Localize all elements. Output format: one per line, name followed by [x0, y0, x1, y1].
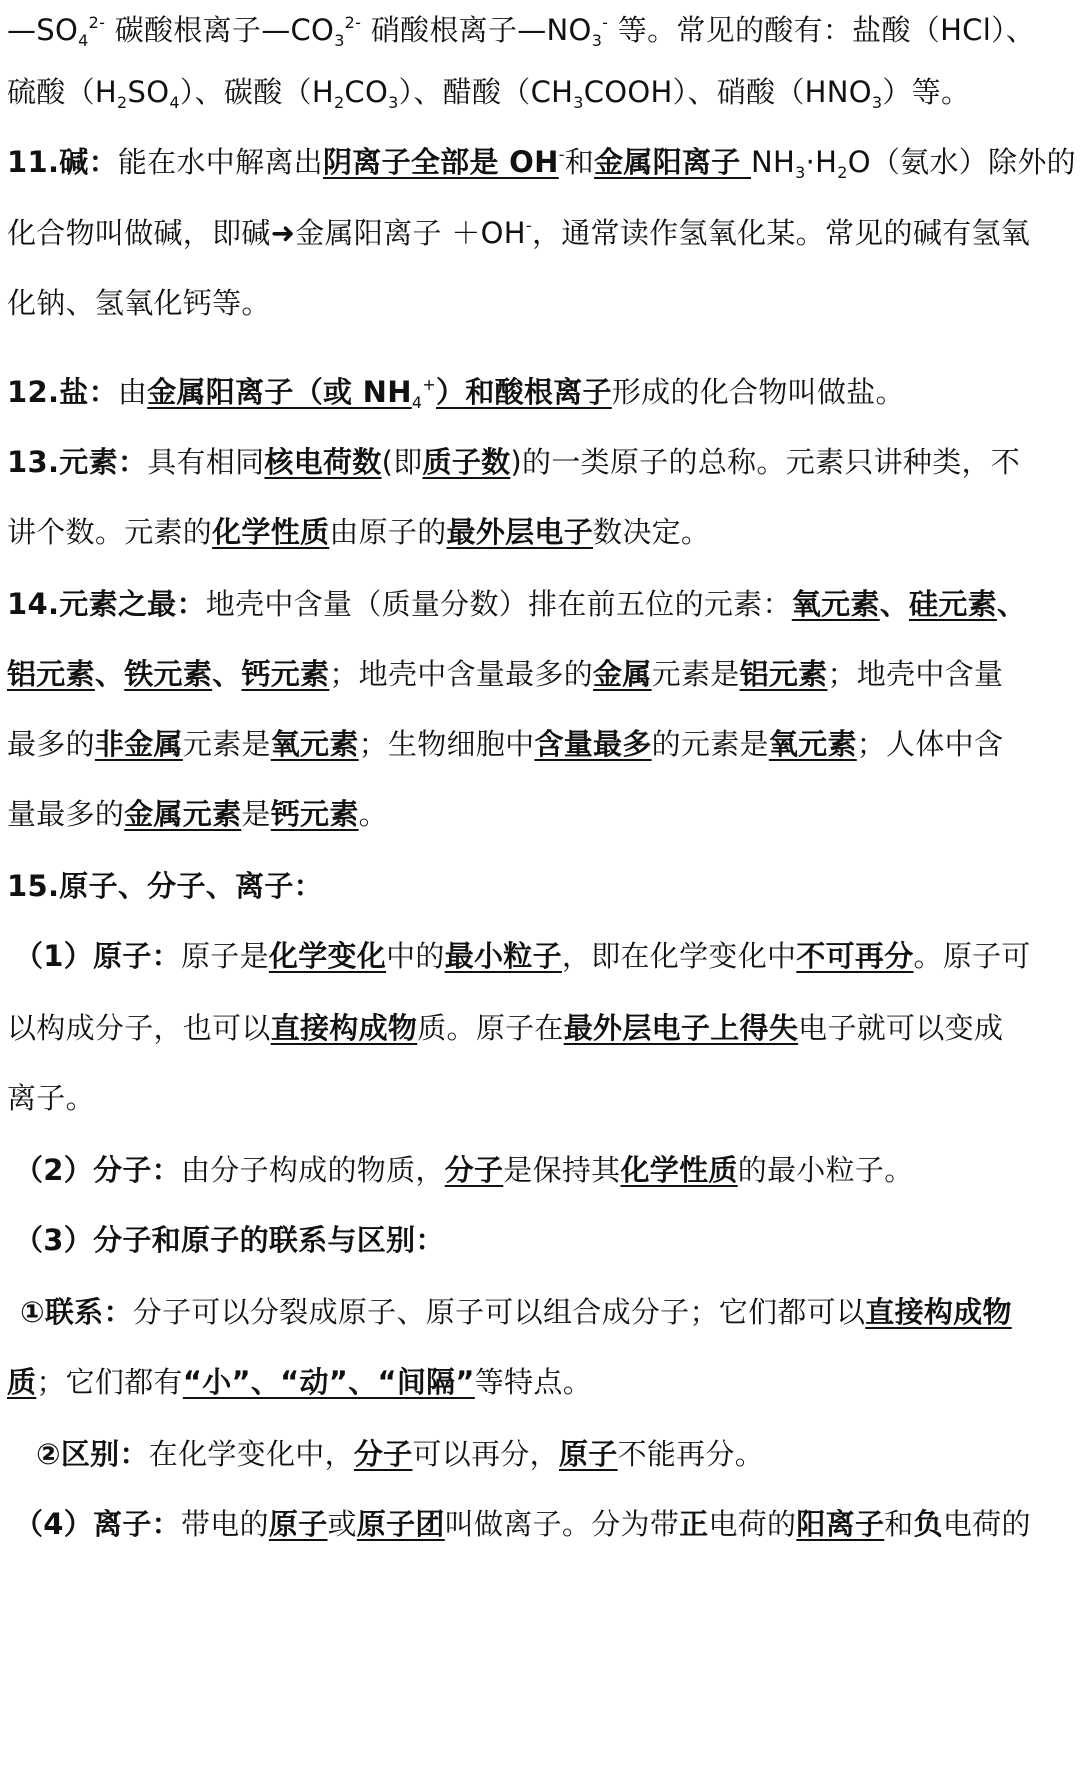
- text-run: 中的: [386, 939, 445, 973]
- text-run: 钙元素: [270, 797, 359, 831]
- text-run: 分子: [353, 1437, 413, 1471]
- text-run: 等。常见的酸有：盐酸（HCl）、: [608, 13, 1036, 47]
- line-element-records-1: [7, 574, 1073, 634]
- text-run: 金属元素: [124, 797, 242, 831]
- text-run: 的最小粒子。: [737, 1153, 914, 1187]
- text-run: 核电荷数: [264, 445, 382, 479]
- text-run: 金属: [593, 657, 652, 691]
- text-run: 3: [573, 93, 584, 112]
- text-run: 3: [334, 31, 345, 50]
- text-run: 最小粒子: [444, 939, 562, 973]
- text-run: 14.元素之最：: [7, 587, 206, 621]
- text-run: 2-: [88, 13, 106, 32]
- text-run: 2: [333, 93, 345, 112]
- text-run: ，通常读作氢氧化某。常见的碱有氢氧: [531, 216, 1031, 250]
- text-run: 含量最多: [534, 727, 652, 761]
- text-run: 。原子可: [913, 939, 1031, 973]
- line-element-properties: [7, 502, 1073, 562]
- text-run: 讲个数。元素的: [7, 515, 213, 549]
- text-run: ；人体中含: [856, 727, 1004, 761]
- text-run: 硅元素: [909, 587, 997, 621]
- text-run: ）和酸根离子: [436, 375, 612, 409]
- text-run: 3: [795, 163, 806, 182]
- text-run: 3: [871, 93, 883, 112]
- line-element-records-3: [7, 714, 1073, 774]
- text-run: ，即在化学变化中: [561, 939, 797, 973]
- text-run: 带电的: [180, 1507, 269, 1541]
- text-run: 电子就可以变成: [798, 1011, 1004, 1045]
- line-relation-2: [7, 1352, 1073, 1412]
- line-base-definition: [7, 132, 1076, 192]
- text-run: O（氨水）除外的: [847, 145, 1076, 179]
- text-run: （2）分子：: [14, 1153, 181, 1187]
- text-run: 由: [117, 375, 148, 409]
- text-run: 元素是: [651, 657, 740, 691]
- text-run: 氧元素: [768, 727, 857, 761]
- text-run: 离子。: [7, 1081, 95, 1115]
- line-relation-1: [20, 1282, 1080, 1342]
- text-run: 原子是: [180, 939, 269, 973]
- line-relation-heading: [14, 1210, 1080, 1270]
- text-run: 地壳中含量（质量分数）排在前五位的元素：: [205, 587, 792, 621]
- text-run: 铝元素: [7, 657, 95, 691]
- text-run: 负: [913, 1507, 943, 1541]
- text-run: 3: [591, 31, 603, 50]
- text-run: -: [525, 216, 532, 235]
- text-run: 、: [94, 657, 125, 691]
- text-run: -: [558, 145, 565, 164]
- text-run: 铁元素: [124, 657, 213, 691]
- text-run: 具有相同: [147, 445, 265, 479]
- text-run: 分子可以分裂成原子、原子可以组合成分子；它们都可以: [132, 1295, 866, 1329]
- text-run: 2-: [344, 13, 362, 32]
- text-run: 能在水中解离出: [117, 145, 323, 179]
- text-run: 原子: [268, 1507, 328, 1541]
- line-element-records-2: [7, 644, 1073, 704]
- text-run: 、: [212, 657, 242, 691]
- text-run: （3）分子和原子的联系与区别：: [14, 1223, 445, 1257]
- text-run: (即: [381, 445, 423, 479]
- text-run: （1）原子：: [14, 939, 181, 973]
- line-element-records-4: [7, 784, 1073, 844]
- text-run: ）、醋酸（CH: [398, 75, 574, 109]
- text-run: 直接构成物: [270, 1011, 418, 1045]
- text-run: 2: [117, 93, 128, 112]
- text-run: —SO: [7, 13, 79, 47]
- text-run: 硝酸根离子—NO: [361, 13, 592, 47]
- text-run: 原子: [559, 1437, 618, 1471]
- text-run: 质子数: [422, 445, 511, 479]
- text-run: 钙元素: [241, 657, 330, 691]
- text-run: 。: [358, 797, 388, 831]
- text-run: 12.盐：: [7, 375, 118, 409]
- text-run: 分子: [444, 1153, 504, 1187]
- text-run: 氧元素: [270, 727, 359, 761]
- text-run: 、: [996, 587, 1027, 621]
- text-run: ；生物细胞中: [358, 727, 535, 761]
- text-run: 化学性质: [620, 1153, 738, 1187]
- text-run: )的一类原子的总称。元素只讲种类，不: [510, 445, 1021, 479]
- text-run: 等特点。: [474, 1365, 592, 1399]
- text-run: 硫酸（H: [7, 75, 118, 109]
- line-base-formula: [7, 203, 1073, 263]
- text-run: NH: [751, 145, 796, 179]
- text-run: ·H: [805, 145, 838, 179]
- text-run: CO: [344, 75, 389, 109]
- text-run: 化合物叫做碱，即碱➜金属阳离子 ＋OH: [7, 216, 526, 250]
- text-run: 质: [7, 1365, 37, 1399]
- text-run: 非金属: [94, 727, 183, 761]
- text-run: 2: [837, 163, 848, 182]
- text-run: （4）离子：: [14, 1507, 181, 1541]
- text-run: ②区别：: [36, 1437, 149, 1471]
- text-run: 以构成分子，也可以: [7, 1011, 271, 1045]
- line-common-bases: [7, 273, 1073, 333]
- text-run: 阳离子: [796, 1507, 885, 1541]
- text-run: 质。原子在: [417, 1011, 564, 1045]
- text-run: 正: [679, 1507, 709, 1541]
- text-run: 铝元素: [739, 657, 828, 691]
- text-run: 原子团: [356, 1507, 445, 1541]
- line-atom-1: [14, 926, 1080, 986]
- text-run: 由原子的: [329, 515, 447, 549]
- text-run: 数决定。: [593, 515, 711, 549]
- line-ion: [14, 1494, 1080, 1554]
- line-common-acids: [7, 62, 1073, 122]
- text-run: 叫做离子。分为带: [444, 1507, 680, 1541]
- line-section-15-heading: [7, 856, 1073, 916]
- text-run: SO: [127, 75, 170, 109]
- text-run: 或: [327, 1507, 357, 1541]
- text-run: 由分子构成的物质，: [180, 1153, 445, 1187]
- text-run: 和: [884, 1507, 914, 1541]
- text-run: 是保持其: [503, 1153, 621, 1187]
- text-run: 最外层电子上得失: [563, 1011, 799, 1045]
- text-run: 3: [388, 93, 399, 112]
- text-run: 4: [411, 393, 423, 412]
- text-run: 金属阳离子: [594, 145, 752, 179]
- text-run: 最多的: [7, 727, 95, 761]
- text-run: 4: [78, 31, 89, 50]
- text-run: 不可再分: [796, 939, 914, 973]
- text-run: ）等。: [882, 75, 971, 109]
- text-run: 和: [564, 145, 595, 179]
- text-run: 13.元素：: [7, 445, 148, 479]
- line-difference: [36, 1424, 1080, 1484]
- text-run: 电荷的: [708, 1507, 797, 1541]
- text-run: COOH）、硝酸（HNO: [583, 75, 872, 109]
- text-run: “小”、“动”、“间隔”: [182, 1365, 475, 1399]
- text-run: 化钠、氢氧化钙等。: [7, 286, 271, 320]
- line-atom-2: [7, 998, 1073, 1058]
- text-run: ；它们都有: [36, 1365, 183, 1399]
- text-run: 11.碱：: [7, 145, 118, 179]
- line-element-definition: [7, 432, 1073, 492]
- text-run: 4: [169, 93, 180, 112]
- text-run: 的元素是: [651, 727, 769, 761]
- text-run: 、: [879, 587, 910, 621]
- text-run: 是: [241, 797, 271, 831]
- text-run: +: [422, 375, 437, 394]
- text-run: 在化学变化中，: [148, 1437, 354, 1471]
- text-run: 量最多的: [7, 797, 125, 831]
- text-run: 阴离子全部是 OH: [322, 145, 559, 179]
- text-run: 化学性质: [212, 515, 330, 549]
- text-run: 最外层电子: [446, 515, 594, 549]
- text-run: 直接构成物: [865, 1295, 1012, 1329]
- text-run: 15.原子、分子、离子：: [7, 869, 323, 903]
- text-run: 元素是: [182, 727, 271, 761]
- text-run: ①联系：: [20, 1295, 133, 1329]
- text-run: 电荷的: [942, 1507, 1031, 1541]
- text-run: 氧元素: [791, 587, 880, 621]
- text-run: -: [602, 13, 609, 32]
- text-run: ）、碳酸（H: [179, 75, 334, 109]
- text-run: 化学变化: [268, 939, 387, 973]
- text-run: 形成的化合物叫做盐。: [611, 375, 905, 409]
- text-run: 不能再分。: [617, 1437, 765, 1471]
- line-acid-radicals: [7, 0, 1073, 60]
- text-run: 可以再分，: [412, 1437, 559, 1471]
- line-salt-definition: [7, 362, 1073, 422]
- line-atom-3: [7, 1068, 1073, 1128]
- text-run: 碳酸根离子—CO: [105, 13, 335, 47]
- text-run: 金属阳离子（或 NH: [147, 375, 412, 409]
- text-run: ；地壳中含量: [827, 657, 1004, 691]
- line-molecule: [14, 1140, 1080, 1200]
- text-run: ；地壳中含量最多的: [329, 657, 594, 691]
